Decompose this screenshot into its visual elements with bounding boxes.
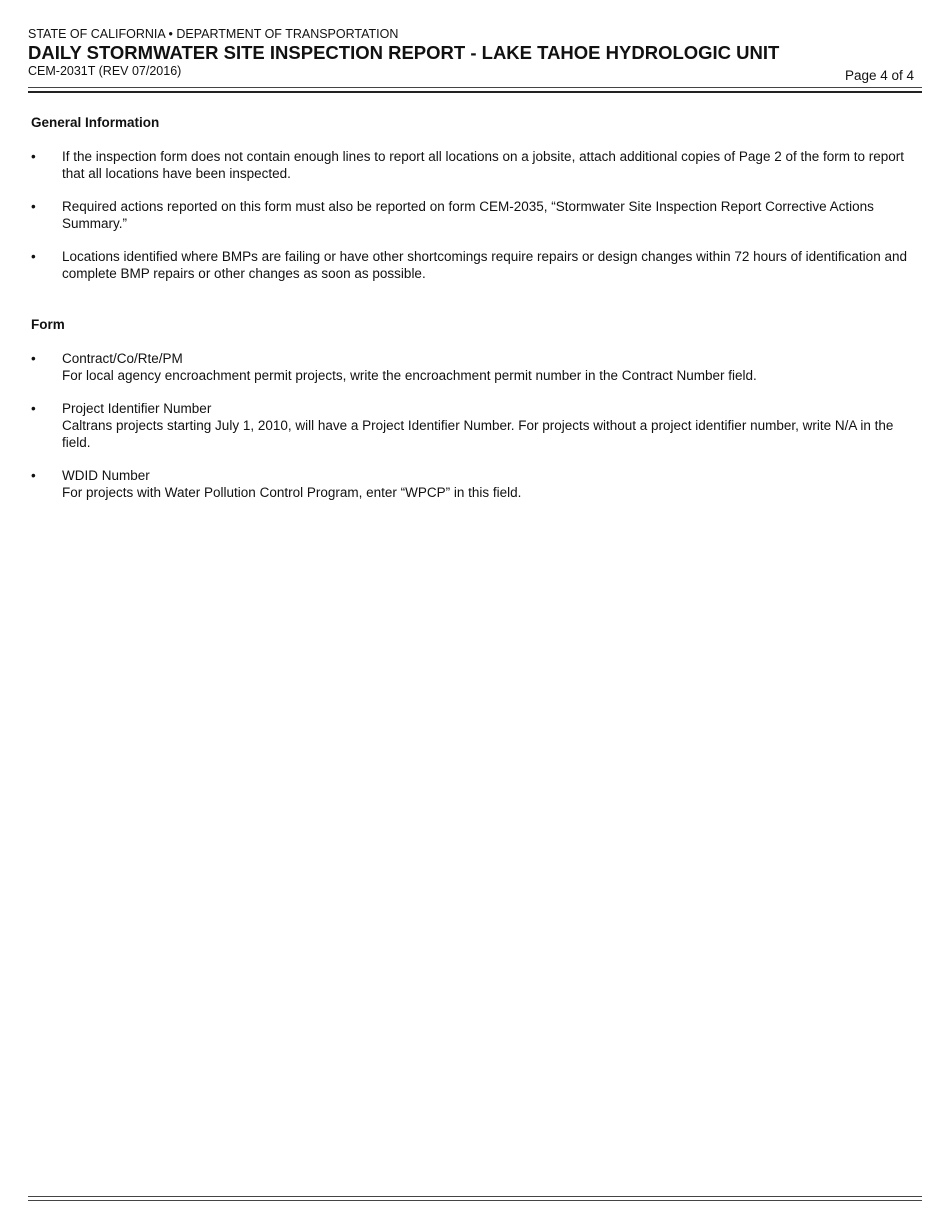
list-item-text: Locations identified where BMPs are failing or have other shortcomings require repairs or design changes within 72 hours of identification and complete BMP repairs or other changes as soon as possible. <box>62 249 907 281</box>
list-item <box>31 400 915 451</box>
field-instruction: Caltrans projects starting July 1, 2010, will have a Project Identifier Number. For projects without a project identifier number, write N/A in the field. <box>62 418 894 450</box>
section-heading-form: Form <box>31 317 65 332</box>
list-item-text: If the inspection form does not contain enough lines to report all locations on a jobsite, attach additional copies of Page 2 of the form to report that all locations have been inspected. <box>62 149 905 181</box>
list-item <box>31 350 915 384</box>
form-number: CEM-2031T (REV 07/2016) <box>28 64 182 78</box>
footer-rule-top <box>28 1196 922 1197</box>
page-number: Page 4 of 4 <box>844 68 914 83</box>
field-instruction: For local agency encroachment permit projects, write the encroachment permit number in the Contract Number field. <box>62 368 757 383</box>
document-title: DAILY STORMWATER SITE INSPECTION REPORT - LAKE TAHOE HYDROLOGIC UNIT <box>28 42 780 63</box>
list-item <box>31 248 915 282</box>
bullet-icon: • <box>31 149 36 164</box>
bullet-icon: • <box>31 401 36 416</box>
general-information-list <box>31 148 915 282</box>
bullet-icon: • <box>31 351 36 366</box>
agency-line: STATE OF CALIFORNIA • DEPARTMENT OF TRANSPORTATION <box>28 27 399 41</box>
field-instruction: For projects with Water Pollution Control Program, enter “WPCP” in this field. <box>62 485 522 500</box>
instructions-body <box>31 114 915 517</box>
bullet-icon: • <box>31 468 36 483</box>
bullet-icon: • <box>31 199 36 214</box>
field-label: Project Identifier Number <box>62 401 212 416</box>
section-heading-general: General Information <box>31 115 160 130</box>
list-item <box>31 198 915 232</box>
field-label: WDID Number <box>62 468 150 483</box>
list-item-text: Required actions reported on this form must also be reported on form CEM-2035, “Stormwater Site Inspection Report Corrective Actions Summary.” <box>62 199 874 231</box>
header-rule-bottom <box>28 91 922 93</box>
header-rule-top <box>28 87 922 88</box>
list-item <box>31 148 915 182</box>
form-field-list <box>31 350 915 501</box>
footer-rule-bottom <box>28 1200 922 1201</box>
document-header <box>28 27 922 83</box>
bullet-icon: • <box>31 249 36 264</box>
field-label: Contract/Co/Rte/PM <box>62 351 183 366</box>
list-item <box>31 467 915 501</box>
